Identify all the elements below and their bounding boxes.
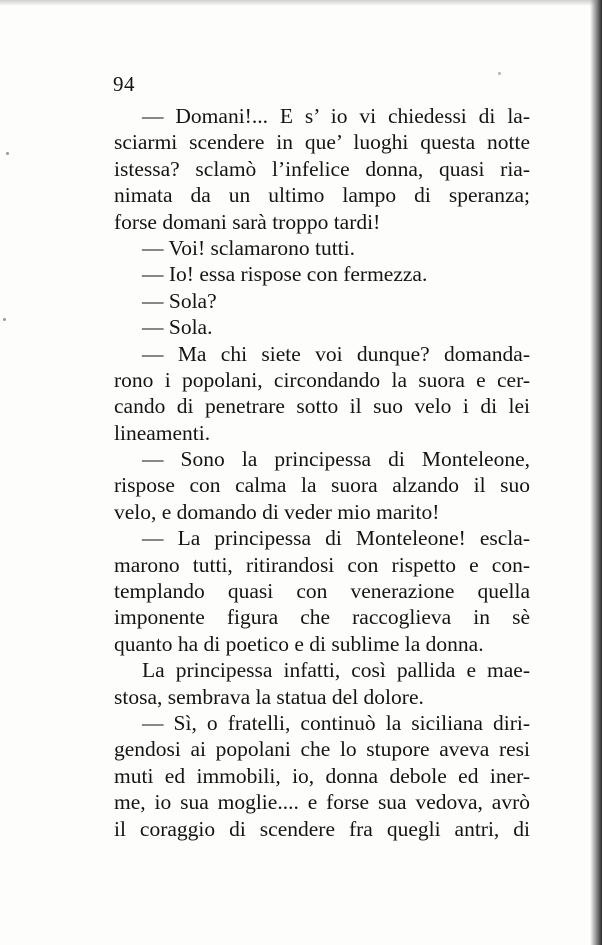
text-line: me, io sua moglie.... e forse sua vedova, avrò	[114, 790, 530, 815]
text-line: stosa, sembrava la statua del dolore.	[114, 684, 424, 709]
paper-speck	[3, 318, 6, 321]
text-line: istessa? sclamò l’infelice donna, quasi ria-	[114, 156, 530, 181]
text-line: — Io! essa rispose con fermezza.	[142, 262, 428, 287]
text-line: lineamenti.	[114, 420, 211, 445]
text-line: marono tutti, ritirandosi con rispetto e con-	[114, 552, 530, 577]
text-line: nimata da un ultimo lampo di speranza;	[114, 183, 530, 208]
text-line: — Sì, o fratelli, continuò la siciliana diri-	[142, 710, 530, 735]
text-line: forse domani sarà troppo tardi!	[114, 209, 381, 234]
text-line: — Voi! sclamarono tutti.	[142, 235, 355, 260]
text-line: rono i popolani, circondando la suora e cer-	[114, 367, 530, 392]
text-line: — Sono la principessa di Monteleone,	[142, 447, 530, 472]
text-line: imponente figura che raccoglieva in sè	[114, 605, 530, 630]
body-text	[114, 103, 530, 842]
text-line: — La principessa di Monteleone! escla-	[142, 526, 530, 551]
text-line: velo, e domando di veder mio marito!	[114, 499, 440, 524]
text-line: templando quasi con venerazione quella	[114, 579, 530, 604]
text-line: — Sola?	[142, 288, 217, 313]
paper-speck	[498, 72, 501, 75]
text-line: sciarmi scendere in que’ luoghi questa notte	[114, 130, 530, 155]
text-line: — Domani!... E s’ io vi chiedessi di la-	[142, 104, 530, 128]
page-number: 94	[113, 72, 135, 96]
text-line: cando di penetrare sotto il suo velo i di lei	[114, 394, 530, 419]
text-line: La principessa infatti, così pallida e mae-	[142, 658, 530, 683]
page-top-edge	[0, 0, 602, 6]
page-right-edge	[590, 0, 602, 945]
text-line: il coraggio di scendere fra quegli antri, di	[114, 816, 530, 841]
text-line: — Ma chi siete voi dunque? domanda-	[142, 341, 530, 366]
text-line: quanto ha di poetico e di sublime la donna.	[114, 631, 484, 656]
text-line: gendosi ai popolani che lo stupore aveva resi	[114, 737, 530, 762]
text-line: — Sola.	[142, 315, 213, 340]
text-line: rispose con calma la suora alzando il suo	[114, 473, 530, 498]
paper-speck	[6, 152, 9, 155]
text-line: muti ed immobili, io, donna debole ed iner-	[114, 763, 530, 788]
